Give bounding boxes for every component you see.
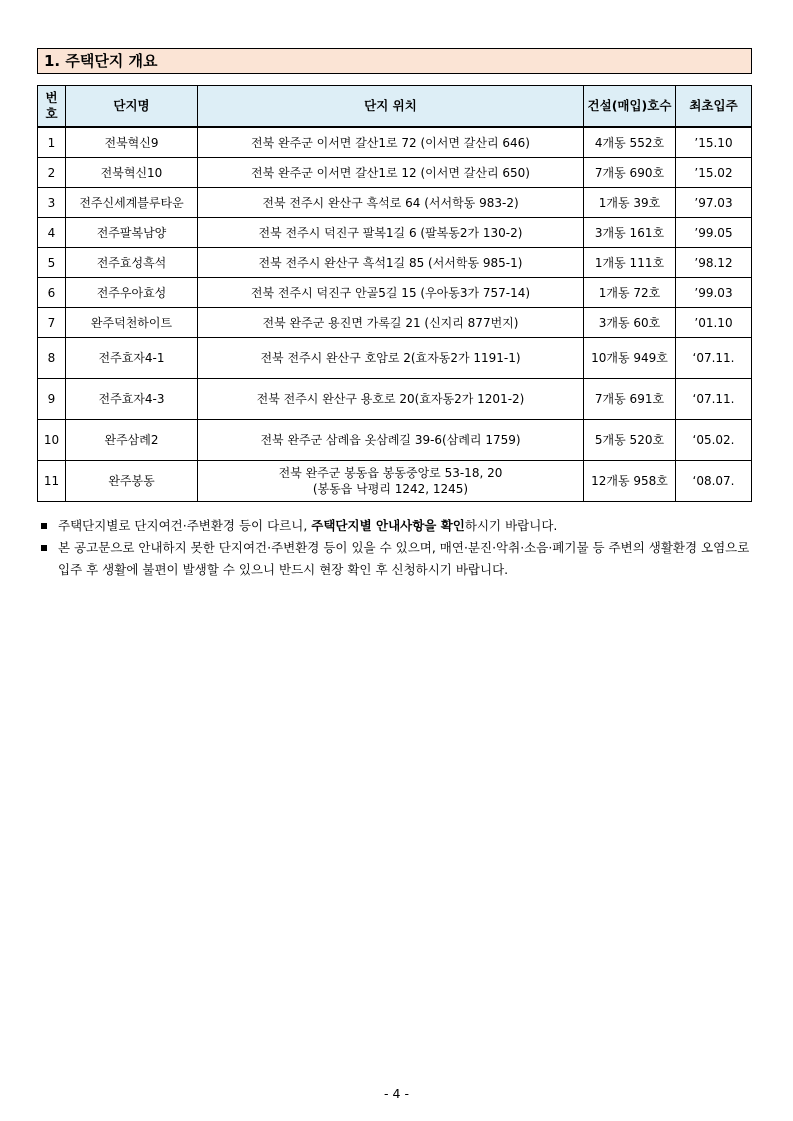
header-no: 번 호 [38,86,66,128]
page-number: - 4 - [384,1086,409,1101]
cell-move-in: ’15.02 [676,158,752,188]
cell-location: 전북 전주시 덕진구 안골5길 15 (우아동3가 757-14) [198,278,584,308]
cell-location: 전북 전주시 완산구 호암로 2(효자동2가 1191-1) [198,338,584,379]
header-units: 건설(매입)호수 [584,86,676,128]
note-text: 주택단지별로 단지여건·주변환경 등이 다르니, [58,518,312,533]
note-text: 하시기 바랍니다. [464,518,558,533]
cell-location: 전북 완주군 이서면 갈산1로 12 (이서면 갈산리 650) [198,158,584,188]
cell-name: 전주효자4-3 [66,379,198,420]
cell-units: 3개동 161호 [584,218,676,248]
cell-location: 전북 완주군 용진면 가록길 21 (신지리 877번지) [198,308,584,338]
cell-name: 전북혁신9 [66,127,198,158]
cell-move-in: ‘07.11. [676,338,752,379]
cell-name: 전주팔복남양 [66,218,198,248]
cell-no: 2 [38,158,66,188]
cell-no: 11 [38,461,66,502]
cell-name: 전북혁신10 [66,158,198,188]
section-title: 1. 주택단지 개요 [37,48,752,74]
cell-move-in: ’99.03 [676,278,752,308]
cell-units: 1개동 111호 [584,248,676,278]
cell-units: 3개동 60호 [584,308,676,338]
cell-move-in: ’99.05 [676,218,752,248]
table-row [38,420,752,461]
cell-move-in: ’01.10 [676,308,752,338]
note-text: 본 공고문으로 안내하지 못한 단지여건·주변환경 등이 있을 수 있으며, 매연·분진·악취·소음·폐기물 등 주변의 생활환경 오염으로 입주 후 생활에 불편이 발생할 수 있으니 반드시 현장 확인 후 신청하시기 바랍니다. [58,540,750,577]
table-row [38,308,752,338]
cell-location: 전북 완주군 이서면 갈산1로 72 (이서면 갈산리 646) [198,127,584,158]
cell-move-in: ’15.10 [676,127,752,158]
cell-move-in: ‘05.02. [676,420,752,461]
table-row [38,461,752,502]
square-bullet-icon [41,545,47,551]
note-emphasis: 주택단지별 안내사항을 확인 [311,518,465,533]
table-row [38,278,752,308]
cell-location: 전북 전주시 완산구 용호로 20(효자동2가 1201-2) [198,379,584,420]
table-row [38,188,752,218]
header-name: 단지명 [66,86,198,128]
table-row [38,248,752,278]
table-row [38,218,752,248]
cell-name: 완주봉동 [66,461,198,502]
cell-location-line2: (봉동읍 낙평리 1242, 1245) [312,482,469,496]
cell-units: 10개동 949호 [584,338,676,379]
cell-location: 전북 전주시 완산구 흑석로 64 (서서학동 983-2) [198,188,584,218]
cell-units: 4개동 552호 [584,127,676,158]
cell-name: 전주우아효성 [66,278,198,308]
cell-no: 1 [38,127,66,158]
cell-move-in: ’98.12 [676,248,752,278]
table-row [38,127,752,158]
cell-location [198,461,584,502]
cell-units: 5개동 520호 [584,420,676,461]
cell-location: 전북 전주시 완산구 흑석1길 85 (서서학동 985-1) [198,248,584,278]
cell-name: 전주효자4-1 [66,338,198,379]
cell-no: 3 [38,188,66,218]
cell-no: 6 [38,278,66,308]
note-item [40,537,756,581]
cell-name: 완주덕천하이트 [66,308,198,338]
cell-units: 1개동 39호 [584,188,676,218]
table-row [38,379,752,420]
header-move-in: 최초입주 [676,86,752,128]
cell-units: 1개동 72호 [584,278,676,308]
cell-location: 전북 전주시 덕진구 팔복1길 6 (팔복동2가 130-2) [198,218,584,248]
cell-move-in: ’97.03 [676,188,752,218]
square-bullet-icon [41,523,47,529]
notes [40,515,756,581]
cell-no: 5 [38,248,66,278]
cell-move-in: ‘08.07. [676,461,752,502]
note-item [40,515,756,537]
cell-location-line1: 전북 완주군 봉동읍 봉동중앙로 53-18, 20 [278,466,503,480]
cell-no: 7 [38,308,66,338]
header-location: 단지 위치 [198,86,584,128]
cell-location: 전북 완주군 삼례읍 옷삼례길 39-6(삼례리 1759) [198,420,584,461]
table-row [38,338,752,379]
cell-no: 9 [38,379,66,420]
cell-units: 7개동 690호 [584,158,676,188]
cell-no: 8 [38,338,66,379]
cell-name: 완주삼례2 [66,420,198,461]
cell-name: 전주효성흑석 [66,248,198,278]
housing-complex-table [37,85,752,502]
table-row [38,158,752,188]
cell-units: 12개동 958호 [584,461,676,502]
table-header-row [38,86,752,128]
cell-units: 7개동 691호 [584,379,676,420]
cell-name: 전주신세계블루타운 [66,188,198,218]
cell-no: 4 [38,218,66,248]
cell-no: 10 [38,420,66,461]
cell-move-in: ‘07.11. [676,379,752,420]
